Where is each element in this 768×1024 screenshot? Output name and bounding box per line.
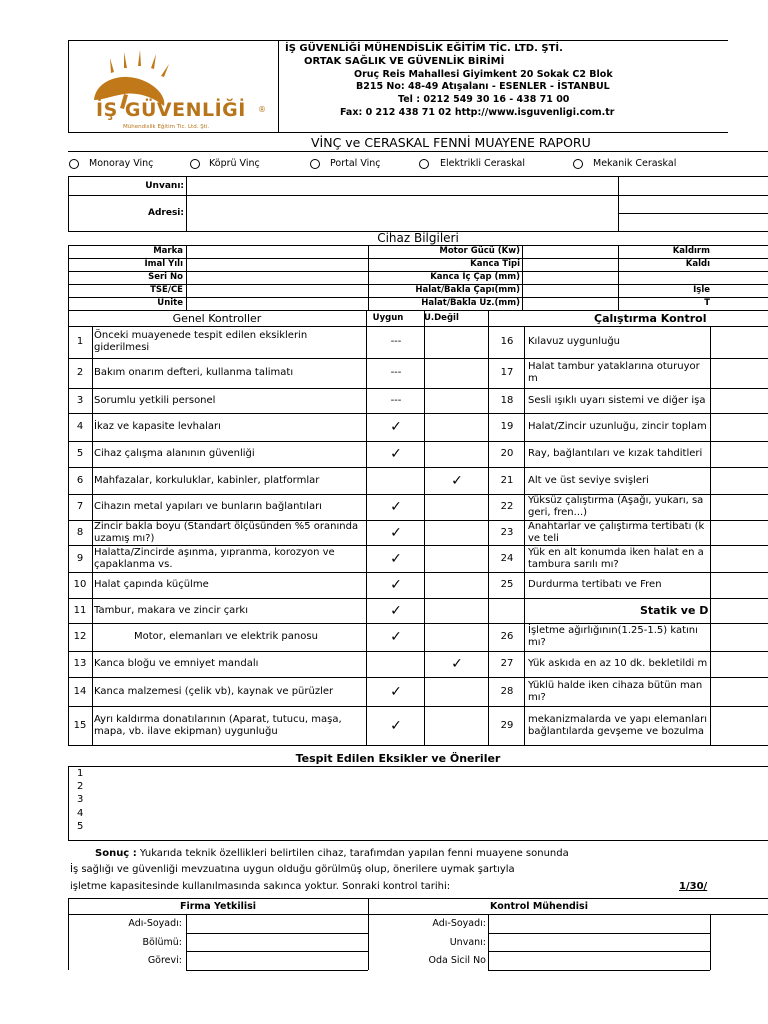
adres-field[interactable] <box>188 197 616 230</box>
static-item-number: 28 <box>500 685 514 697</box>
company-name: İŞ GÜVENLİĞİ MÜHENDİSLİK EĞİTİM TİC. LTD. ŞTİ. <box>285 43 563 54</box>
general-item-number: 15 <box>73 719 87 731</box>
firm-signature-field[interactable] <box>188 952 366 968</box>
firm-signature-label: Bölümü: <box>142 936 182 948</box>
device-label-right: Kaldı <box>685 259 710 269</box>
device-value-left-field[interactable] <box>188 246 366 257</box>
general-item-number: 12 <box>73 631 87 642</box>
device-label-right: Kaldırm <box>672 246 710 256</box>
general-item-text: İkaz ve kapasite levhaları <box>94 421 221 432</box>
adres-label: Adresi: <box>148 208 184 218</box>
operation-item-text: Durdurma tertibatı ve Fren <box>528 579 662 590</box>
static-item-text: Yüklü halde iken cihaza bütün man mı? <box>528 679 703 703</box>
firm-signature-label: Görevi: <box>147 955 182 967</box>
general-item-number: 7 <box>76 501 84 512</box>
general-item-text: Bakım onarım defteri, kullanma talimatı <box>94 367 294 378</box>
firm-signature-label: Adı-Soyadı: <box>128 918 182 929</box>
engineer-signature-label: Oda Sicil No <box>428 955 486 967</box>
device-label-left: TSE/CE <box>150 285 183 295</box>
device-value-left-field[interactable] <box>188 298 366 309</box>
radio-mekanik-ceraskal[interactable] <box>573 159 583 169</box>
device-value-left-field[interactable] <box>188 285 366 296</box>
label-portal: Portal Vinç <box>330 158 381 169</box>
operation-item-text: Ray, bağlantıları ve kızak tahditleri <box>528 448 703 459</box>
device-vline <box>186 245 187 310</box>
operation-item-number: 17 <box>500 367 514 378</box>
check-icon: ✓ <box>390 577 402 593</box>
check-icon: ✓ <box>390 629 402 645</box>
device-label-right: İşle <box>693 285 710 295</box>
check-vline <box>424 310 425 745</box>
operation-item-text: Alt ve üst seviye svişleri <box>528 474 649 486</box>
general-item-number: 13 <box>73 658 87 669</box>
finding-line-number: 2 <box>77 781 84 793</box>
device-label-mid: Kanca İç Çap (mm) <box>430 272 520 282</box>
device-value-left-field[interactable] <box>188 272 366 283</box>
signature-bottom-line <box>488 970 710 971</box>
check-icon: ✓ <box>390 446 402 462</box>
unvan-field[interactable] <box>188 178 616 194</box>
not-applicable-mark: --- <box>390 367 402 378</box>
check-vline <box>68 310 69 745</box>
static-item-number: 29 <box>500 719 514 731</box>
general-controls-title: Genel Kontroller <box>172 312 262 325</box>
general-item-text: Kanca bloğu ve emniyet mandalı <box>94 658 259 669</box>
operation-item-number: 24 <box>500 552 514 564</box>
check-icon: ✓ <box>390 524 402 541</box>
general-item-text: Ayrı kaldırma donatılarının (Aparat, tutucu, maşa, mapa, vb. ilave ekipman) uygunluğu <box>94 713 342 737</box>
operation-item-text: Halat tambur yataklarına oturuyor m <box>528 361 700 384</box>
device-label-mid: Kanca Tipi <box>470 259 520 269</box>
general-item-text: Önceki muayenede tespit edilen eksiklerin giderilmesi <box>94 330 308 353</box>
general-item-number: 1 <box>76 336 84 347</box>
device-label-left: İmal Yılı <box>144 259 183 269</box>
col-header-udegil: U.Değil <box>424 313 459 323</box>
general-item-text: Halat çapında küçülme <box>94 579 209 590</box>
unvan-label: Unvanı: <box>145 181 184 191</box>
device-label-right: T <box>704 298 710 308</box>
general-item-text: Motor, elemanları ve elektrik panosu <box>134 631 318 642</box>
device-label-left: Marka <box>153 246 183 256</box>
operation-item-text: Sesli ışıklı uyarı sistemi ve diğer işa <box>528 394 706 406</box>
operation-item-text: Yüksüz çalıştırma (Aşağı, yukarı, sa geri, fren...) <box>528 495 704 518</box>
general-item-number: 5 <box>76 448 84 459</box>
general-item-number: 6 <box>76 474 84 486</box>
findings-title: Tespit Edilen Eksikler ve Öneriler <box>295 752 501 765</box>
general-item-text: Tambur, makara ve zincir çarkı <box>94 604 248 616</box>
signature-vline <box>488 914 489 970</box>
operation-item-number: 20 <box>500 448 514 459</box>
operation-item-text: Anahtarlar ve çalıştırma tertibatı (k ve teli <box>528 520 705 544</box>
label-monoray: Monoray Vinç <box>89 158 154 169</box>
general-item-number: 8 <box>76 526 84 538</box>
check-icon: ✓ <box>390 717 402 734</box>
result-line-2: İş sağlığı ve güvenliği mevzuatına uygun olduğu görülmüş olup, önerilere uymak şartıyla <box>70 864 515 875</box>
radio-elektrikli-ceraskal[interactable] <box>419 159 429 169</box>
general-item-text: Cihazın metal yapıları ve bunların bağlantıları <box>94 501 322 512</box>
next-control-date: 1/30/ <box>679 881 708 892</box>
operation-item-number: 22 <box>500 501 514 512</box>
operation-item-number: 21 <box>500 474 514 486</box>
label-elektrikli-ceraskal: Elektrikli Ceraskal <box>440 158 526 169</box>
finding-line-number: 3 <box>77 794 84 806</box>
engineer-signature-field[interactable] <box>490 934 708 950</box>
engineer-signature-label: Adı-Soyadı: <box>432 918 486 929</box>
result-label: Sonuç : <box>95 848 137 859</box>
general-item-number: 11 <box>73 604 87 616</box>
logo-wordmark: İŞ GÜVENLİĞİ <box>96 99 246 121</box>
device-value-mid-field[interactable] <box>524 272 616 283</box>
device-value-mid-field[interactable] <box>524 259 616 270</box>
static-item-text: İşletme ağırlığının(1.25-1.5) katını mı? <box>528 625 698 648</box>
engineer-signature-field[interactable] <box>490 952 708 968</box>
report-title: VİNÇ ve CERASKAL FENNİ MUAYENE RAPORU <box>311 135 591 150</box>
check-icon: ✓ <box>390 499 402 515</box>
operation-item-number: 25 <box>500 579 514 590</box>
static-item-text: mekanizmalarda ve yapı elemanları bağlantılarda gevşeme ve bozulma <box>528 713 708 737</box>
general-item-number: 10 <box>73 579 87 590</box>
check-vline <box>92 326 93 745</box>
check-vline <box>366 310 367 745</box>
general-item-text: Mahfazalar, korkuluklar, kabinler, platformlar <box>94 474 320 486</box>
general-item-number: 4 <box>76 421 84 432</box>
check-icon: ✓ <box>390 550 402 567</box>
static-item-text: Yük askıda en az 10 dk. bekletildi m <box>528 658 708 669</box>
general-item-text: Kanca malzemesi (çelik vb), kaynak ve pürüzler <box>94 685 334 697</box>
operation-item-number: 23 <box>500 526 514 538</box>
result-line-3: işletme kapasitesinde kullanılmasında sakınca yoktur. Sonraki kontrol tarihi: <box>70 881 451 892</box>
device-label-mid: Motor Gücü (Kw) <box>439 246 520 256</box>
findings-vline <box>68 766 69 840</box>
device-value-mid-field[interactable] <box>524 285 616 296</box>
check-icon: ✓ <box>451 656 463 672</box>
not-applicable-mark: --- <box>390 336 402 347</box>
check-icon: ✓ <box>390 602 402 619</box>
operation-controls-title: Çalıştırma Kontrol <box>594 312 707 325</box>
general-item-number: 9 <box>76 552 84 564</box>
radio-portal[interactable] <box>310 159 320 169</box>
general-item-text: Sorumlu yetkili personel <box>94 394 216 406</box>
finding-line-number: 5 <box>77 820 84 832</box>
device-label-mid: Halat/Bakla Uz.(mm) <box>421 298 520 308</box>
device-value-left-field[interactable] <box>188 259 366 270</box>
operation-item-number: 19 <box>500 421 514 432</box>
radio-monoray[interactable] <box>69 159 79 169</box>
logo-registered-mark: ® <box>258 105 266 114</box>
finding-line-number: 4 <box>77 807 84 819</box>
label-kopru: Köprü Vinç <box>209 158 260 169</box>
device-info-title: Cihaz Bilgileri <box>377 231 459 245</box>
label-mekanik-ceraskal: Mekanik Ceraskal <box>593 158 677 169</box>
device-label-left: Unite <box>157 298 183 308</box>
static-dynamic-title: Statik ve D <box>640 603 709 617</box>
general-item-number: 3 <box>76 394 84 406</box>
operation-item-text: Kılavuz uygunluğu <box>528 336 621 347</box>
general-item-text: Cihaz çalışma alanının güvenliği <box>94 448 255 459</box>
device-vline <box>522 245 523 310</box>
findings-input-area[interactable] <box>90 768 710 838</box>
logo-subtitle: Mühendislik Eğitim Tic. Ltd. Şti. <box>123 124 210 130</box>
check-row-line <box>68 745 768 746</box>
firm-authority-title: Firma Yetkilisi <box>179 901 257 912</box>
radio-kopru[interactable] <box>190 159 200 169</box>
company-address-2: B215 No: 48-49 Atışalanı - ESENLER - İSTANBUL <box>356 81 610 92</box>
device-vline <box>618 245 619 310</box>
check-vline <box>524 326 525 745</box>
static-item-number: 27 <box>500 658 514 669</box>
engineer-signature-label: Unvanı: <box>449 936 486 948</box>
check-hline <box>524 598 710 599</box>
check-icon: ✓ <box>390 419 402 435</box>
device-value-mid-field[interactable] <box>524 246 616 257</box>
general-item-text: Halatta/Zincirde aşınma, yıpranma, korozyon ve çapaklanma vs. <box>94 546 335 570</box>
control-engineer-title: Kontrol Mühendisi <box>490 901 588 912</box>
engineer-signature-field[interactable] <box>490 915 708 931</box>
operation-item-number: 18 <box>500 394 514 406</box>
check-vline <box>488 310 489 745</box>
finding-line-number: 1 <box>77 768 84 779</box>
company-unit: ORTAK SAĞLIK VE GÜVENLİK BİRİMİ <box>304 56 505 67</box>
device-vline <box>368 245 369 310</box>
result-line-1 <box>95 849 569 859</box>
device-value-mid-field[interactable] <box>524 298 616 309</box>
check-icon: ✓ <box>451 472 463 489</box>
firm-signature-field[interactable] <box>188 934 366 950</box>
signature-bottom-line <box>186 970 368 971</box>
general-item-number: 2 <box>76 367 84 378</box>
check-icon: ✓ <box>390 683 402 700</box>
device-label-left: Seri No <box>148 272 183 282</box>
general-item-text: Zincir bakla boyu (Standart ölçüsünden %5 oranında uzamış mı?) <box>94 520 359 544</box>
result-text-1: Yukarıda teknik özellikleri belirtilen cihaz, tarafımdan yapılan fenni muayene sonunda <box>136 848 569 859</box>
check-vline <box>710 326 711 745</box>
not-applicable-mark: --- <box>390 394 402 406</box>
col-header-uygun: Uygun <box>372 313 404 323</box>
general-item-number: 14 <box>73 685 87 697</box>
operation-item-number: 16 <box>500 336 514 347</box>
static-item-number: 26 <box>500 631 514 642</box>
firm-signature-field[interactable] <box>188 915 366 931</box>
device-label-mid: Halat/Bakla Çapı(mm) <box>415 285 520 295</box>
company-address-1: Oruç Reis Mahallesi Giyimkent 20 Sokak C2 Blok <box>354 69 613 80</box>
company-fax: Fax: 0 212 438 71 02 http://www.isguvenligi.com.tr <box>340 107 615 118</box>
signature-vline <box>186 914 187 970</box>
operation-item-text: Yük en alt konumda iken halat en a tambura sarılı mı? <box>528 546 704 570</box>
device-vline <box>68 245 69 310</box>
operation-item-text: Halat/Zincir uzunluğu, zincir toplam <box>528 421 707 432</box>
company-tel: Tel : 0212 549 30 16 - 438 71 00 <box>398 94 570 105</box>
